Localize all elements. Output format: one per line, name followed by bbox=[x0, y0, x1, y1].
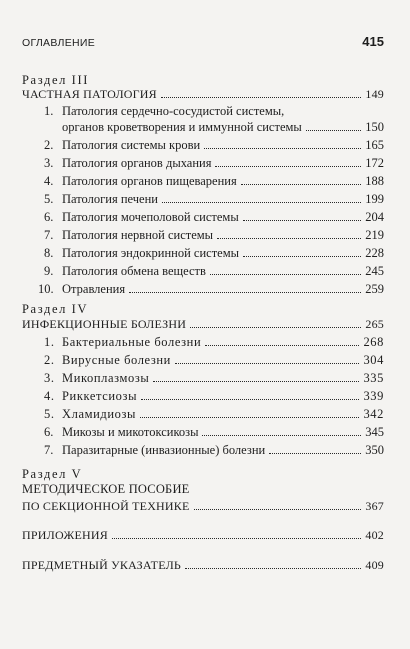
section-label-5: Раздел V bbox=[22, 467, 83, 481]
dot-leader bbox=[141, 399, 359, 400]
toc-item-num: 4. bbox=[44, 174, 54, 188]
toc-item-page: 345 bbox=[365, 425, 384, 439]
toc-item-title: Патология органов пищеварения bbox=[62, 174, 237, 188]
section-label-3: Раздел III bbox=[22, 73, 89, 87]
dot-leader bbox=[153, 381, 359, 382]
toc-entry-title: ПРИЛОЖЕНИЯ bbox=[22, 528, 108, 542]
toc-item-title: Отравления bbox=[62, 282, 126, 296]
toc-item-num: 7. bbox=[44, 228, 54, 242]
toc-item-page: 172 bbox=[365, 156, 384, 170]
dot-leader bbox=[129, 292, 361, 293]
toc-item-page: 228 bbox=[365, 246, 384, 260]
toc-item-4-1[interactable] bbox=[44, 334, 384, 350]
toc-item-3-5[interactable] bbox=[44, 191, 384, 207]
toc-entry-page: 367 bbox=[365, 499, 384, 513]
toc-item-title: Вирусные болезни bbox=[62, 353, 171, 367]
dot-leader bbox=[112, 538, 361, 539]
toc-item-title: Патология обмена веществ bbox=[62, 264, 206, 278]
toc-item-4-6[interactable] bbox=[44, 424, 384, 440]
toc-item-num: 7. bbox=[44, 443, 54, 457]
toc-entry-section-5[interactable] bbox=[22, 498, 384, 514]
running-head bbox=[22, 34, 384, 52]
dot-leader bbox=[217, 238, 361, 239]
page-number: 415 bbox=[362, 34, 384, 49]
toc-item-title: Патология органов дыхания bbox=[62, 156, 212, 170]
toc-item-num: 3. bbox=[44, 156, 54, 170]
section-label-4: Раздел IV bbox=[22, 302, 89, 316]
toc-item-4-3[interactable] bbox=[44, 370, 384, 386]
toc-entry-title: ИНФЕКЦИОННЫЕ БОЛЕЗНИ bbox=[22, 317, 187, 331]
toc-item-3-1[interactable] bbox=[62, 119, 384, 135]
dot-leader bbox=[204, 148, 361, 149]
toc-item-title: Бактериальные болезни bbox=[62, 335, 202, 349]
toc-item-title: Хламидиозы bbox=[62, 407, 137, 421]
dot-leader bbox=[306, 130, 361, 131]
running-title: ОГЛАВЛЕНИЕ bbox=[22, 37, 96, 49]
toc-entry-title-line1: МЕТОДИЧЕСКОЕ ПОСОБИЕ bbox=[22, 482, 190, 496]
toc-item-page: 335 bbox=[363, 371, 384, 385]
toc-item-num: 6. bbox=[44, 425, 54, 439]
toc-item-page: 245 bbox=[365, 264, 384, 278]
dot-leader bbox=[241, 184, 362, 185]
dot-leader bbox=[215, 166, 361, 167]
toc-item-title: Риккетсиозы bbox=[62, 389, 138, 403]
toc-item-title: органов кроветворения и иммунной системы bbox=[62, 120, 302, 134]
toc-item-3-4[interactable] bbox=[44, 173, 384, 189]
toc-item-page: 259 bbox=[365, 282, 384, 296]
dot-leader bbox=[140, 417, 359, 418]
toc-item-num: 2. bbox=[44, 138, 54, 152]
toc-item-num: 6. bbox=[44, 210, 54, 224]
toc-item-page: 268 bbox=[363, 335, 384, 349]
toc-item-page: 304 bbox=[363, 353, 384, 367]
toc-item-page: 199 bbox=[365, 192, 384, 206]
dot-leader bbox=[162, 202, 361, 203]
toc-item-num: 3. bbox=[44, 371, 55, 385]
toc-item-num: 9. bbox=[44, 264, 54, 278]
dot-leader bbox=[190, 327, 361, 328]
toc-entry-page: 149 bbox=[365, 87, 384, 101]
dot-leader bbox=[161, 97, 362, 98]
toc-item-4-2[interactable] bbox=[44, 352, 384, 368]
toc-item-page: 188 bbox=[365, 174, 384, 188]
toc-item-4-7[interactable] bbox=[44, 442, 384, 458]
toc-item-num: 1. bbox=[44, 104, 54, 118]
toc-item-num: 5. bbox=[44, 407, 55, 421]
dot-leader bbox=[243, 256, 361, 257]
toc-entry-section-3[interactable] bbox=[22, 86, 384, 102]
dot-leader bbox=[205, 345, 359, 346]
toc-item-title: Патология печени bbox=[62, 192, 158, 206]
toc-item-title: Микоплазмозы bbox=[62, 371, 150, 385]
toc-entry-title: ЧАСТНАЯ ПАТОЛОГИЯ bbox=[22, 87, 157, 101]
toc-item-3-9[interactable] bbox=[44, 263, 384, 279]
toc-entry-title: ПРЕДМЕТНЫЙ УКАЗАТЕЛЬ bbox=[22, 558, 182, 572]
toc-entry-page: 402 bbox=[365, 528, 384, 542]
toc-item-num: 10. bbox=[38, 282, 54, 296]
toc-entry-page: 265 bbox=[365, 317, 384, 331]
toc-item-page: 219 bbox=[365, 228, 384, 242]
dot-leader bbox=[243, 220, 362, 221]
toc-item-3-8[interactable] bbox=[44, 245, 384, 261]
toc-item-num: 4. bbox=[44, 389, 55, 403]
toc-item-page: 165 bbox=[365, 138, 384, 152]
toc-entry-page: 409 bbox=[365, 558, 384, 572]
toc-entry-index[interactable] bbox=[22, 557, 384, 573]
toc-item-3-2[interactable] bbox=[44, 137, 384, 153]
toc-item-page: 204 bbox=[365, 210, 384, 224]
dot-leader bbox=[175, 363, 359, 364]
toc-entry-title: ПО СЕКЦИОННОЙ ТЕХНИКЕ bbox=[22, 499, 190, 513]
toc-item-4-5[interactable] bbox=[44, 406, 384, 422]
toc-item-3-7[interactable] bbox=[44, 227, 384, 243]
dot-leader bbox=[194, 509, 362, 510]
toc-item-num: 1. bbox=[44, 335, 55, 349]
toc-item-page: 350 bbox=[365, 443, 384, 457]
toc-item-3-6[interactable] bbox=[44, 209, 384, 225]
toc-item-num: 5. bbox=[44, 192, 54, 206]
toc-item-3-10[interactable] bbox=[38, 281, 384, 297]
toc-item-title: Паразитарные (инвазионные) болезни bbox=[62, 443, 266, 457]
toc-entry-section-4[interactable] bbox=[22, 316, 384, 332]
toc-item-title: Патология нервной системы bbox=[62, 228, 214, 242]
dot-leader bbox=[269, 453, 361, 454]
dot-leader bbox=[185, 568, 361, 569]
toc-item-title: Патология мочеполовой системы bbox=[62, 210, 239, 224]
dot-leader bbox=[202, 435, 361, 436]
toc-item-page: 150 bbox=[365, 120, 384, 134]
toc-item-4-4[interactable] bbox=[44, 388, 384, 404]
toc-item-title: Патология системы крови bbox=[62, 138, 201, 152]
dot-leader bbox=[210, 274, 361, 275]
toc-item-title: Микозы и микотоксикозы bbox=[62, 425, 199, 439]
toc-item-line1: Патология сердечно-сосудистой системы, bbox=[62, 104, 285, 118]
toc-item-page: 339 bbox=[363, 389, 384, 403]
toc-item-3-3[interactable] bbox=[44, 155, 384, 171]
toc-item-num: 8. bbox=[44, 246, 54, 260]
toc-item-num: 2. bbox=[44, 353, 55, 367]
toc-item-title: Патология эндокринной системы bbox=[62, 246, 240, 260]
toc-item-page: 342 bbox=[363, 407, 384, 421]
toc-entry-appendix[interactable] bbox=[22, 527, 384, 543]
